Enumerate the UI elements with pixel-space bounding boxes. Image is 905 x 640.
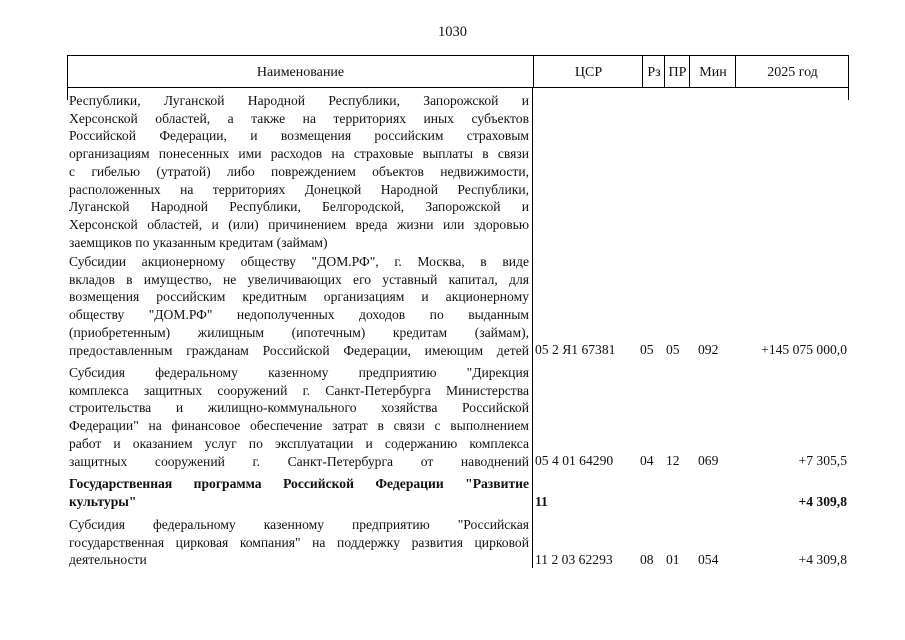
row-3-name: Государственная программа Российской Федерации "Развитие культуры" <box>69 476 529 509</box>
row-2-rz: 04 <box>640 453 654 468</box>
row-2-min: 069 <box>698 453 719 468</box>
row-4-min: 054 <box>698 552 719 567</box>
column-header-rz: Рз <box>642 56 665 87</box>
row-2-pr: 12 <box>666 453 680 468</box>
row-2-csr: 05 4 01 64290 <box>535 453 614 468</box>
row-3-amount: +4 309,8 <box>798 494 847 509</box>
row-4-rz: 08 <box>640 552 654 567</box>
row-1-rz: 05 <box>640 342 654 357</box>
row-4-amount: +4 309,8 <box>798 552 847 567</box>
row-3-csr: 11 <box>535 494 548 509</box>
row-1-pr: 05 <box>666 342 680 357</box>
column-header-year: 2025 год <box>735 56 849 87</box>
row-4-csr: 11 2 03 62293 <box>535 552 613 567</box>
row-1-min: 092 <box>698 342 719 357</box>
column-header-name: Наименование <box>256 65 345 80</box>
right-border-stub <box>848 88 849 100</box>
column-header-pr: ПР <box>664 56 690 87</box>
table-header <box>67 55 849 88</box>
row-1-csr: 05 2 Я1 67381 <box>535 342 616 357</box>
row-0-name: Республики, Луганской Народной Республики, Запорожской и Херсонской областей, а также на территориях иных субъектов Российской Федерации, и возмещения российским страховым организациям понесенных ими расходов на страховые выплаты в связи с гибелью (утратой) либо повреждением объектов недвижимости, расположенных на территориях Донецкой Народной Республики, Луганской Народной Республики, Белгородской, Запорожской и Херсонской областей, и (или) причинением вреда жизни или здоровью заемщиков по указанным кредитам (займам) <box>69 93 529 250</box>
row-2-name: Субсидия федеральному казенному предприятию "Дирекция комплекса защитных сооружений г. Санкт-Петербурга Министерства строительства и жилищно-коммунального хозяйства Российской Федерации" на финансовое обеспечение затрат в связи с выполнением работ и оказанием услуг по эксплуатации и содержанию комплекса защитных сооружений г. Санкт-Петербурга от наводнений <box>69 365 529 469</box>
row-4-pr: 01 <box>666 552 680 567</box>
row-1-name: Субсидии акционерному обществу "ДОМ.РФ", г. Москва, в виде вкладов в имущество, не увеличивающих его уставный капитал, для возмещения российским кредитным организациям и акционерному обществу "ДОМ.РФ" недополученных доходов по выданным (приобретенным) жилищным (ипотечным) кредитам (займам), предоставленным гражданам Российской Федерации, имеющим детей <box>69 254 529 358</box>
row-4-name: Субсидия федеральному казенному предприятию "Российская государственная цирковая компания" на поддержку развития цирковой деятельности <box>69 517 529 568</box>
row-2-amount: +7 305,5 <box>798 453 847 468</box>
column-header-csr: ЦСР <box>533 56 643 87</box>
row-1-amount: +145 075 000,0 <box>761 342 847 357</box>
left-border-stub <box>67 88 68 100</box>
column-header-min: Мин <box>689 56 736 87</box>
page-number: 1030 <box>438 24 467 40</box>
column-divider <box>532 88 533 568</box>
